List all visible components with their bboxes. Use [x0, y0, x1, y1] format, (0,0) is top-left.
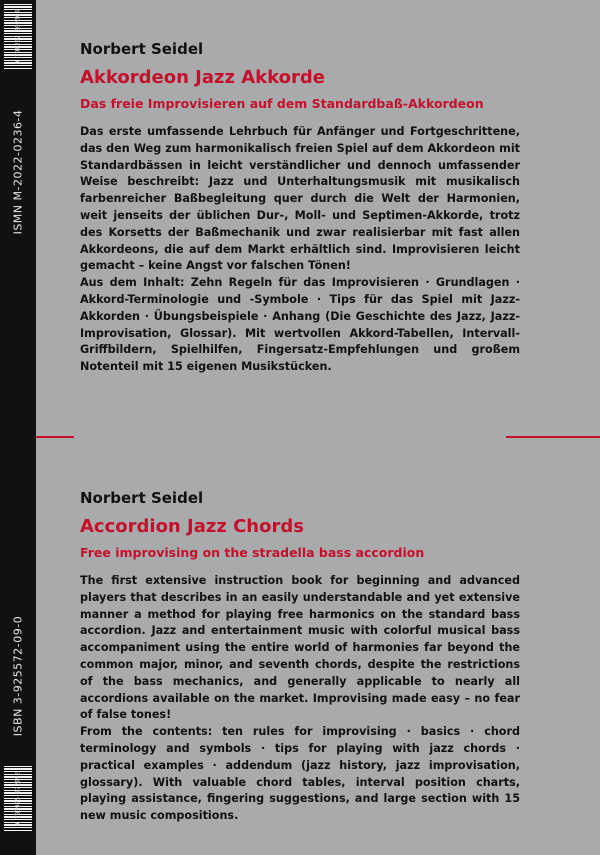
divider-left [36, 436, 74, 438]
book-title: Accordion Jazz Chords [80, 516, 304, 537]
book-title: Akkordeon Jazz Akkorde [80, 67, 325, 88]
description-paragraph: The first extensive instruction book for beginning and advanced players that describes in an easily understandable and yet extensive manner a method for playing free harmonics on the standard bass accordion. Jazz and entertainment music with colorful musical bass accompaniment using the entire world of harmonies far beyond the common major, minor, and seventh chords, despite the restrictions of the bass mechanics, and generally applicable to nearly all accordions available on the market. Improvising made easy – no fear of false tones! [80, 574, 520, 722]
contents-paragraph: From the contents: ten rules for improvising · basics · chord terminology and symbols · tips for playing with jazz chords · practical examples · addendum (jazz history, jazz improvisation, glossary). With valuable chord tables, interval position charts, playing assistance, fingering suggestions, and large section with 15 new music compositions. [80, 725, 520, 823]
description-paragraph: Das erste umfassende Lehrbuch für Anfänger und Fortgeschrittene, das den Weg zum harmonikalisch freien Spiel auf dem Akkordeon mit Standardbässen in leicht verständlicher und dennoch umfassender Weise beschreibt: Jazz und Unterhaltungsmusik mit musikalisch farbenreicher Baßbegleitung quer durch die Welt der Harmonien, weit jenseits der üblichen Dur-, Moll- und Septimen-Akkorde, trotz des Korsetts der Baßmechanik und zwar realisierbar mit fast allen Akkordeons, die auf dem Markt erhältlich sind. Improvisieren leicht gemacht – keine Angst vor falschen Tönen! [80, 125, 520, 273]
barcode-bottom-digits: 9 783925 572092 [14, 771, 22, 827]
ismn-label: ISMN M-2022-0236-4 [11, 109, 25, 235]
contents-paragraph: Aus dem Inhalt: Zehn Regeln für das Improvisieren · Grundlagen · Akkord-Terminologie und -Symbole · Tips für das Spiel mit Jazz-Akkorden · Übungsbeispiele · Anhang (Die Geschichte des Jazz, Jazz-Improvisation, Glossar). Mit wertvollen Akkord-Tabellen, Intervall-Griffbildern, Spielhilfen, Fingersatz-Empfehlungen und großem Notenteil mit 15 eigenen Musikstücken. [80, 276, 520, 374]
spine [0, 0, 36, 855]
author-name: Norbert Seidel [80, 40, 204, 58]
author-name: Norbert Seidel [80, 489, 204, 507]
barcode-top-digits: 9 790202 202364 [14, 9, 22, 65]
book-subtitle: Das freie Improvisieren auf dem Standardbaß-Akkordeon [80, 96, 484, 111]
book-subtitle: Free improvising on the stradella bass accordion [80, 545, 425, 560]
german-section [80, 40, 520, 376]
description [80, 124, 520, 376]
isbn-label: ISBN 3-925572-09-0 [11, 615, 25, 737]
english-section [80, 489, 520, 825]
description [80, 573, 520, 825]
divider-right [506, 436, 600, 438]
